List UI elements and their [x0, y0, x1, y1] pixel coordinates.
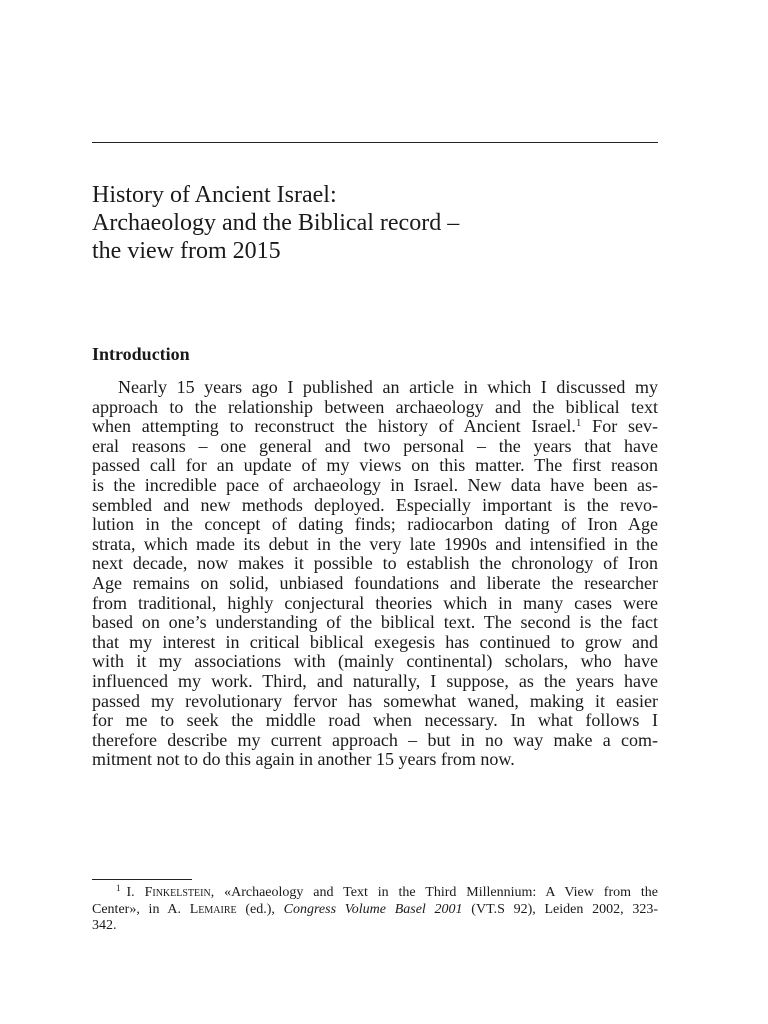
footnote-volume-title: Congress Volume Basel 2001 — [283, 901, 463, 917]
paragraph-line: from traditional, highly conjectural theories which in many cases were — [92, 592, 658, 613]
title-line-2: Archaeology and the Biblical record – — [92, 210, 460, 236]
footnote-line — [92, 885, 658, 902]
footnote-line — [92, 902, 658, 919]
paragraph-line: strata, which made its debut in the very late 1990s and intensified in the — [92, 533, 658, 554]
paragraph-line: eral reasons – one general and two personal – the years that have — [92, 435, 658, 456]
footnote-rule — [92, 879, 192, 880]
footnote — [92, 885, 658, 935]
paragraph-line: influenced my work. Third, and naturally, I suppose, as the years have — [92, 670, 658, 691]
paragraph-line: with it my associations with (mainly continental) scholars, who have — [92, 651, 658, 672]
paragraph-line: based on one’s understanding of the biblical text. The second is the fact — [92, 612, 658, 633]
paragraph-text: when attempting to reconstruct the history of Ancient Israel. — [92, 416, 576, 437]
footnote-text: , «Archaeology and Text in the Third Millennium: A View from the — [210, 885, 658, 900]
body-paragraph — [92, 378, 658, 770]
paragraph-line: sembled and new methods deployed. Especially important is the revo- — [92, 494, 658, 515]
paragraph-line — [92, 417, 658, 437]
footnote-number: 1 — [116, 883, 121, 893]
paragraph-line: passed my revolutionary fervor has somewhat waned, making it easier — [92, 690, 658, 711]
paragraph-line: Nearly 15 years ago I published an article in which I discussed my — [118, 377, 658, 397]
title-line-1: History of Ancient Israel: — [92, 182, 337, 208]
paragraph-text: For sev- — [581, 416, 658, 437]
paragraph-line: lution in the concept of dating finds; radiocarbon dating of Iron Age — [92, 514, 658, 535]
header-rule — [92, 142, 658, 143]
paragraph-line: is the incredible pace of archaeology in Israel. New data have been as- — [92, 474, 658, 495]
paragraph-line: approach to the relationship between archaeology and the biblical text — [92, 396, 658, 417]
paragraph-line: therefore describe my current approach – but in no way make a com- — [92, 729, 658, 750]
footnote-author-initial: I. — [126, 885, 145, 900]
paragraph-line: Age remains on solid, unbiased foundations and liberate the researcher — [92, 572, 658, 593]
paragraph-line: that my interest in critical biblical exegesis has continued to grow and — [92, 631, 658, 652]
section-heading: Introduction — [92, 344, 190, 364]
footnote-author-surname: Finkelstein — [144, 885, 211, 900]
footnote-text: (VT.S 92), Leiden 2002, 323- — [462, 901, 658, 917]
paragraph-line: next decade, now makes it possible to establish the chronology of Iron — [92, 553, 658, 574]
paragraph-line: passed call for an update of my views on this matter. The first reason — [92, 455, 658, 476]
title-line-3: the view from 2015 — [92, 238, 281, 264]
footnote-reference: 1 — [575, 417, 582, 430]
footnote-line: 342. — [92, 918, 117, 933]
footnote-editor-surname: Lemaire — [189, 901, 237, 917]
footnote-text: Center», in A. — [92, 901, 190, 917]
article-title — [92, 181, 672, 265]
paragraph-line: mitment not to do this again in another 15 years from now. — [92, 749, 515, 770]
footnote-text: (ed.), — [236, 901, 284, 917]
paragraph-line: for me to seek the middle road when necessary. In what follows I — [92, 710, 658, 731]
